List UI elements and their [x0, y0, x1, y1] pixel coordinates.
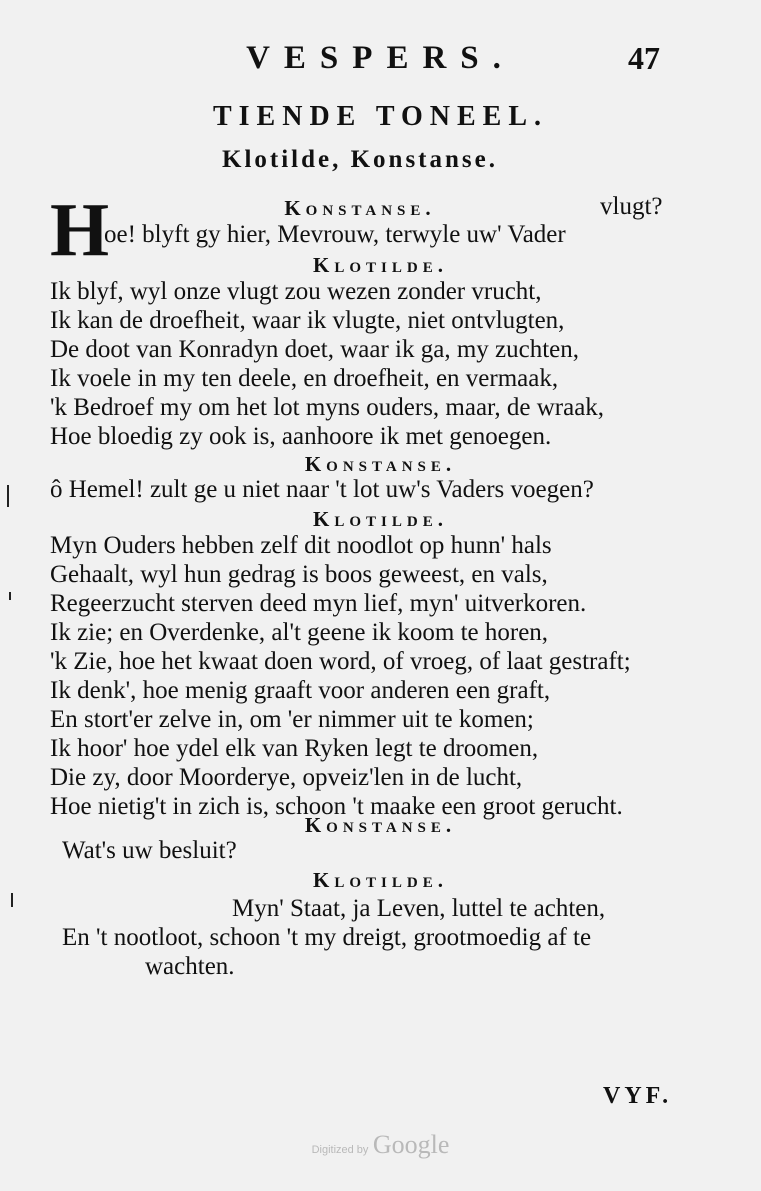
scan-edge-mark: [7, 485, 9, 507]
digitized-label: Digitized by: [311, 1144, 369, 1156]
speaker-label: Klotilde.: [313, 868, 448, 892]
scan-edge-mark: [9, 592, 11, 600]
verse-line: vlugt?: [600, 193, 663, 220]
verse-line: Myn Ouders hebben zelf dit noodlot op hunn' hals: [50, 532, 552, 559]
drop-cap: H: [50, 188, 110, 272]
digitized-watermark: [0, 1130, 761, 1160]
catchword: VYF.: [603, 1083, 673, 1109]
verse-line: Gehaalt, wyl hun gedrag is boos geweest, en vals,: [50, 561, 548, 588]
verse-line: 'k Bedroef my om het lot myns ouders, maar, de wraak,: [50, 394, 605, 421]
verse-line: Hoe nietig't in zich is, schoon 't maake een groot gerucht.: [50, 793, 623, 820]
verse-line: Ik blyf, wyl onze vlugt zou wezen zonder vrucht,: [50, 278, 542, 305]
scan-edge-mark: [11, 893, 13, 907]
verse-line: De doot van Konradyn doet, waar ik ga, my zuchten,: [50, 336, 580, 363]
verse-line: Die zy, door Moorderye, opveiz'len in de lucht,: [50, 764, 523, 791]
running-title: VESPERS.: [246, 40, 515, 76]
scene-title: TIENDE TONEEL.: [212, 101, 549, 132]
verse-line: 'k Zie, hoe het kwaat doen word, of vroeg, of laat gestraft;: [50, 648, 631, 675]
verse-line: Ik hoor' hoe ydel elk van Ryken legt te droomen,: [50, 735, 539, 762]
verse-line: Regeerzucht sterven deed myn lief, myn' uitverkoren.: [50, 590, 587, 617]
verse-line: En stort'er zelve in, om 'er nimmer uit te komen;: [50, 706, 534, 733]
speaker-label: Konstanse.: [304, 813, 457, 837]
verse-line: Myn' Staat, ja Leven, luttel te achten,: [232, 895, 606, 922]
speaker-label: Klotilde.: [313, 253, 448, 277]
verse-line: Ik voele in my ten deele, en droefheit, en vermaak,: [50, 365, 559, 392]
verse-line: Ik denk', hoe menig graaft voor anderen een graft,: [50, 677, 551, 704]
verse-line: Ik kan de droefheit, waar ik vlugte, niet ontvlugten,: [50, 307, 565, 334]
page-number: 47: [628, 40, 660, 76]
verse-line: ô Hemel! zult ge u niet naar 't lot uw's Vaders voegen?: [50, 476, 594, 503]
speaker-label: Konstanse.: [304, 452, 457, 476]
verse-line: wachten.: [145, 953, 235, 980]
verse-line: Hoe bloedig zy ook is, aanhoore ik met genoegen.: [50, 423, 552, 450]
google-logo: Google: [372, 1130, 450, 1159]
scene-cast: Klotilde, Konstanse.: [222, 146, 498, 173]
verse-line: En 't nootloot, schoon 't my dreigt, grootmoedig af te: [62, 924, 592, 951]
verse-line: Wat's uw besluit?: [62, 837, 237, 864]
verse-line: oe! blyft gy hier, Mevrouw, terwyle uw' Vader: [104, 221, 566, 248]
verse-line: Ik zie; en Overdenke, al't geene ik koom te horen,: [50, 619, 549, 646]
speaker-label: Konstanse.: [284, 196, 436, 220]
speaker-label: Klotilde.: [313, 507, 448, 531]
